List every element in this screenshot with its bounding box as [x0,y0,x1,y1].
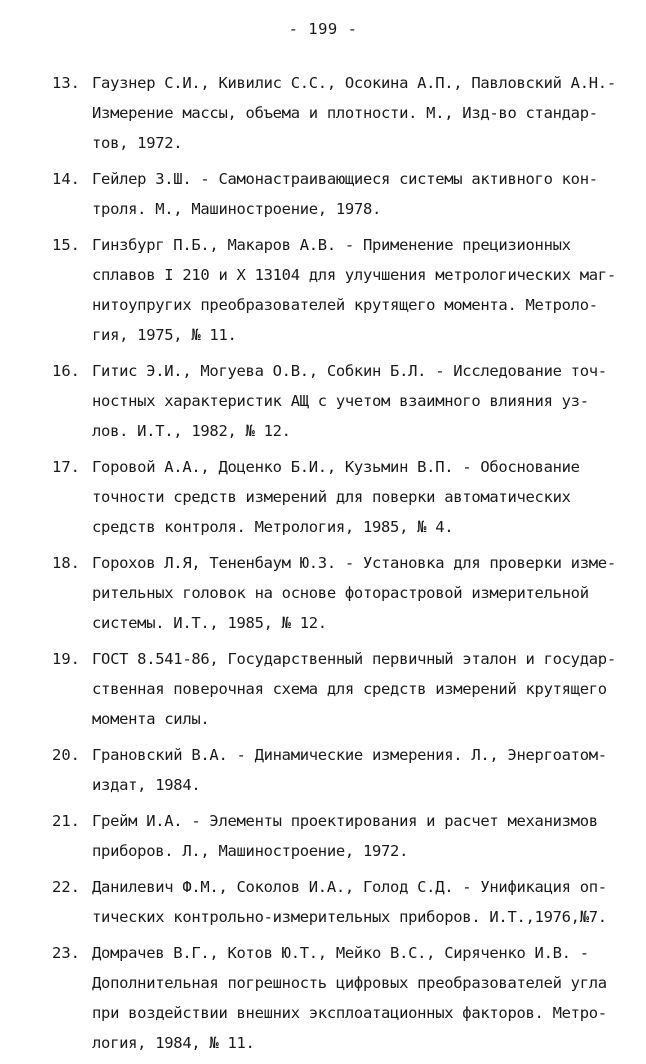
reference-line: Измерение массы, объема и плотности. М., Изд-во стандар- [92,104,598,122]
reference-line: издат, 1984. [92,776,201,794]
reference-number: 14. [52,170,80,188]
reference-text [92,644,632,734]
reference-text [92,164,632,224]
reference-line: момента силы. [92,710,210,728]
reference-line: при воздействии внешних эксплоатационных факторов. Метро- [92,1004,607,1022]
reference-line: Дополнительная погрешность цифровых преобразователей угла [92,974,607,992]
reference-number: 13. [52,74,80,92]
reference-item [52,230,632,350]
reference-item [52,938,632,1058]
reference-line: ностных характеристик АЩ с учетом взаимного влияния уз- [92,392,589,410]
reference-text [92,230,632,350]
reference-line: троля. М., Машиностроение, 1978. [92,200,382,218]
reference-line: тов, 1972. [92,134,183,152]
reference-text [92,452,632,542]
reference-item [52,452,632,542]
reference-line: средств контроля. Метрология, 1985, № 4. [92,518,454,536]
reference-number: 15. [52,236,80,254]
page-number: - 199 - [288,20,358,38]
reference-text [92,356,632,446]
reference-item [52,872,632,932]
reference-item [52,740,632,800]
reference-line: Горохов Л.Я, Тененбаум Ю.З. - Установка для проверки изме- [92,554,616,572]
reference-number: 21. [52,812,80,830]
reference-line: гия, 1975, № 11. [92,326,237,344]
reference-text [92,938,632,1058]
reference-text [92,740,632,800]
reference-line: Грановский В.А. - Динамические измерения. Л., Энергоатом- [92,746,607,764]
reference-line: приборов. Л., Машиностроение, 1972. [92,842,409,860]
reference-line: Гинзбург П.Б., Макаров А.В. - Применение прецизионных [92,236,571,254]
reference-item [52,164,632,224]
reference-number: 16. [52,362,80,380]
reference-line: системы. И.Т., 1985, № 12. [92,614,327,632]
reference-line: тических контрольно-измерительных приборов. И.Т.,1976,№7. [92,908,607,926]
reference-text [92,872,632,932]
reference-item [52,68,632,158]
reference-number: 23. [52,944,80,962]
reference-text [92,548,632,638]
reference-line: рительных головок на основе фоторастровой измерительной [92,584,589,602]
reference-line: ГОСТ 8.541-86, Государственный первичный эталон и государ- [92,650,616,668]
reference-line: нитоупругих преобразователей крутящего момента. Метроло- [92,296,598,314]
reference-line: точности средств измерений для поверки автоматических [92,488,571,506]
reference-line: лов. И.Т., 1982, № 12. [92,422,291,440]
reference-number: 17. [52,458,80,476]
reference-number: 19. [52,650,80,668]
reference-list [52,68,632,1064]
reference-line: Домрачев В.Г., Котов Ю.Т., Мейко В.С., Сиряченко И.В. - [92,944,589,962]
reference-line: логия, 1984, № 11. [92,1034,255,1052]
reference-line: Данилевич Ф.М., Соколов И.А., Голод С.Д. - Унификация оп- [92,878,607,896]
reference-item [52,806,632,866]
reference-line: Грейм И.А. - Элементы проектирования и расчет механизмов [92,812,598,830]
reference-item [52,644,632,734]
reference-number: 20. [52,746,80,764]
reference-item [52,356,632,446]
reference-number: 18. [52,554,80,572]
reference-line: Гитис Э.И., Могуева О.В., Собкин Б.Л. - Исследование точ- [92,362,607,380]
reference-line: Горовой А.А., Доценко Б.И., Кузьмин В.П. - Обоснование [92,458,580,476]
reference-text [92,68,632,158]
reference-line: Гаузнер С.И., Кивилис С.С., Осокина А.П., Павловский А.Н.- [92,74,616,92]
reference-number: 22. [52,878,80,896]
reference-line: ственная поверочная схема для средств измерений крутящего [92,680,607,698]
reference-item [52,548,632,638]
reference-text [92,806,632,866]
reference-line: Гейлер З.Ш. - Самонастраивающиеся системы активного кон- [92,170,598,188]
reference-line: сплавов I 210 и X 13104 для улучшения метрологических маг- [92,266,616,284]
